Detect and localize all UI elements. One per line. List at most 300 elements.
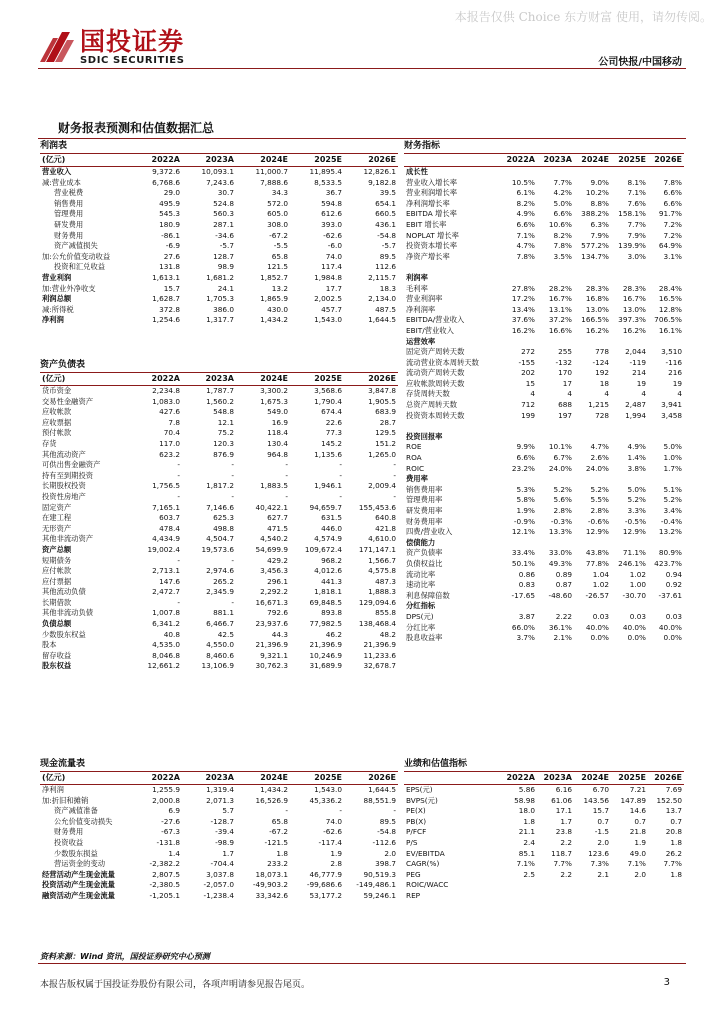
row-value: 8,046.8	[152, 650, 180, 660]
row-label: 加:折旧和摊销	[42, 795, 89, 805]
table-row	[404, 315, 684, 326]
row-value: -54.8	[377, 827, 396, 837]
row-value: 16.2%	[511, 325, 535, 335]
row-label: 应收帐款	[42, 407, 72, 417]
row-value: -2,382.2	[149, 859, 180, 869]
table-row	[404, 548, 684, 559]
row-value	[537, 601, 574, 612]
row-label: 预付帐款	[42, 428, 72, 438]
page-number: 3	[663, 977, 670, 988]
row-value	[611, 337, 648, 348]
row-label: 应收票据	[42, 417, 72, 427]
table-row	[404, 785, 684, 796]
row-value: 792.6	[267, 608, 288, 618]
row-value: 7.21	[629, 785, 646, 794]
row-value: 0.86	[518, 569, 535, 579]
row-value	[500, 601, 537, 612]
row-value	[500, 421, 537, 432]
row-value: 19,573.6	[201, 544, 234, 554]
table-row	[40, 428, 398, 439]
row-value: 16.8%	[585, 294, 609, 304]
row-value: 308.0	[267, 219, 288, 229]
row-value: 5.7	[222, 806, 234, 816]
row-value: 674.4	[321, 407, 342, 417]
row-value: -	[393, 460, 396, 470]
table-row	[40, 397, 398, 408]
logo-stripes-icon	[40, 28, 74, 64]
valuation-table	[404, 771, 684, 902]
row-label: 成长性	[406, 167, 428, 176]
row-value: 118.7	[551, 848, 572, 858]
row-value: 2.6%	[590, 453, 609, 463]
cashflow-table	[40, 771, 398, 902]
balance-sheet	[40, 359, 398, 672]
row-value: -62.6	[323, 230, 342, 240]
row-value: 54,699.9	[255, 544, 288, 554]
income-table	[40, 153, 398, 326]
row-value: 28.7	[379, 417, 396, 427]
row-value: 2,009.4	[368, 481, 396, 491]
row-value: 660.5	[375, 209, 396, 219]
row-label: 财务费用	[54, 230, 84, 240]
row-value: 77.8%	[585, 558, 609, 568]
row-value: 1,644.5	[368, 785, 396, 794]
row-value: -155	[518, 357, 535, 367]
table-row	[404, 178, 684, 189]
row-value: -48.60	[548, 590, 572, 600]
row-value: 2.2	[560, 837, 572, 847]
row-value	[537, 262, 574, 273]
row-value: 53,177.2	[309, 890, 342, 900]
row-value: 1,255.9	[152, 785, 180, 794]
row-value: 4,012.6	[314, 566, 342, 576]
row-value: 7.2%	[663, 219, 682, 229]
row-value: 654.1	[375, 198, 396, 208]
row-value: 3,458	[661, 410, 682, 420]
row-value: 4	[604, 389, 609, 399]
row-value: 2.8%	[553, 506, 572, 515]
year-header: 2026E	[344, 772, 398, 785]
row-value: -67.2	[269, 827, 288, 837]
row-value: 296.1	[267, 576, 288, 586]
row-value: 12.9%	[622, 527, 646, 537]
row-value: 1,560.2	[206, 396, 234, 406]
row-value	[500, 167, 537, 178]
row-label: 货币资金	[42, 386, 72, 395]
row-value	[611, 421, 648, 432]
row-value: 46.2	[325, 629, 342, 639]
row-value	[611, 538, 648, 549]
row-label: 在建工程	[42, 513, 72, 523]
row-value: 9,372.6	[152, 167, 180, 176]
row-value: 0.87	[555, 580, 572, 590]
row-value: 7,146.6	[206, 502, 234, 512]
row-value	[574, 273, 611, 284]
row-value: 1,434.2	[260, 785, 288, 794]
year-header: 2025E	[611, 154, 648, 167]
row-value	[537, 337, 574, 348]
table-header-row	[404, 154, 684, 167]
table-row	[404, 870, 684, 881]
row-value: 30.7	[217, 188, 234, 198]
row-value: 372.8	[159, 304, 180, 314]
row-value: 1,613.1	[152, 272, 180, 282]
row-value: -	[285, 460, 288, 470]
row-value: -	[339, 460, 342, 470]
table-row	[404, 633, 684, 644]
row-value: -	[339, 806, 342, 816]
table-row	[40, 460, 398, 471]
row-value: -1.5	[594, 827, 609, 837]
row-label: 经营活动产生现金流量	[42, 869, 115, 879]
row-value: 5.1%	[663, 484, 682, 494]
row-value: 3.0%	[627, 251, 646, 261]
year-header: 2024E	[236, 373, 290, 386]
table-row	[404, 570, 684, 581]
row-value: 0.0%	[590, 633, 609, 643]
row-label: 营业利润增长率	[406, 188, 458, 198]
row-value: 1,790.4	[314, 396, 342, 406]
table-row	[40, 418, 398, 429]
row-value: 71.1%	[622, 548, 646, 558]
row-value: 5.2%	[590, 484, 609, 494]
row-value: 1,756.5	[152, 481, 180, 491]
row-value: -0.6%	[587, 516, 609, 526]
table-row	[40, 284, 398, 295]
row-value: 7.6%	[627, 198, 646, 208]
row-value: 478.4	[159, 523, 180, 533]
row-value	[537, 474, 574, 485]
row-value	[500, 262, 537, 273]
row-label: 少数股东权益	[42, 629, 86, 639]
row-value: 139.9%	[618, 241, 646, 251]
row-value: 158.1%	[618, 209, 646, 219]
row-value: 397.3%	[618, 315, 646, 325]
row-value: 7.7%	[627, 219, 646, 229]
row-value: 5.0%	[663, 442, 682, 452]
row-value: 1.8	[523, 816, 535, 826]
row-label: 流动比率	[406, 569, 436, 579]
row-value: 77.3	[325, 428, 342, 438]
row-value: -132	[555, 357, 572, 367]
table-row	[40, 513, 398, 524]
row-label: EBITDA 增长率	[406, 209, 457, 219]
table-row	[40, 556, 398, 567]
row-value: 4,574.9	[314, 534, 342, 544]
row-value: 64.9%	[658, 241, 682, 251]
row-value: 49.0	[629, 848, 646, 858]
row-value: 131.8	[159, 262, 180, 272]
row-value: 16.2%	[585, 325, 609, 335]
row-value: 13.2%	[658, 527, 682, 537]
table-row	[404, 199, 684, 210]
row-value: 5.0%	[553, 198, 572, 208]
row-value: 0.0%	[663, 633, 682, 643]
table-row	[40, 806, 398, 817]
row-label: ROIC/WACC	[406, 880, 449, 890]
row-value: 17	[562, 378, 572, 388]
row-value: 13.3%	[548, 527, 572, 537]
row-value: 40.0%	[622, 622, 646, 632]
row-value: -0.5%	[624, 516, 646, 526]
row-value: 45,336.2	[309, 795, 342, 805]
row-label: EV/EBITDA	[406, 848, 445, 858]
row-value: 13.1%	[548, 304, 572, 314]
table-row	[404, 817, 684, 828]
row-label: 投资资本周转天数	[406, 410, 465, 420]
row-value: 3.7%	[516, 633, 535, 643]
row-value: 1.9	[634, 837, 646, 847]
row-value: 128.7	[213, 251, 234, 261]
row-value: 19	[636, 378, 646, 388]
row-value: 4.2%	[553, 188, 572, 198]
row-label: 负债权益比	[406, 558, 443, 568]
row-value: 1.9%	[516, 506, 535, 515]
row-value: 7,165.1	[152, 502, 180, 512]
row-value: 545.3	[159, 209, 180, 219]
row-value: 6.7%	[553, 453, 572, 463]
year-header: 2023A	[182, 772, 236, 785]
table-row	[404, 400, 684, 411]
table-row	[40, 492, 398, 503]
row-value: 130.4	[267, 438, 288, 448]
row-value: 3,847.8	[368, 386, 396, 395]
table-row	[40, 859, 398, 870]
row-value: 1.04	[592, 569, 609, 579]
row-value: 129.5	[375, 428, 396, 438]
row-value: 498.8	[213, 523, 234, 533]
row-value: 1,675.3	[260, 396, 288, 406]
row-value: 457.7	[321, 304, 342, 314]
row-value: 398.7	[375, 859, 396, 869]
row-value: 7.3%	[590, 859, 609, 869]
row-value: 5.6%	[553, 495, 572, 505]
row-label: 四费/营业收入	[406, 527, 453, 537]
row-value: -5.7	[381, 241, 396, 251]
row-value: 14.6	[629, 806, 646, 816]
row-value: 524.8	[213, 198, 234, 208]
row-value: 10.2%	[585, 188, 609, 198]
row-value: -128.7	[210, 816, 234, 826]
row-value	[611, 432, 648, 443]
row-label: PB(X)	[406, 816, 427, 826]
table-row	[404, 474, 684, 485]
row-value: 2.8	[330, 859, 342, 869]
row-value: 15.7	[592, 806, 609, 816]
table-row	[40, 231, 398, 242]
row-value: 2.0	[634, 869, 646, 879]
row-value: 18.0	[518, 806, 535, 816]
row-value: 91.7%	[658, 209, 682, 219]
row-value: 1,083.0	[152, 396, 180, 406]
row-value: 3,300.2	[260, 386, 288, 395]
row-value: 11,000.7	[255, 167, 288, 176]
row-label: 其他流动资产	[42, 449, 86, 459]
row-value: 2,807.5	[152, 869, 180, 879]
row-value: 0.94	[665, 569, 682, 579]
row-value: 12,661.2	[147, 661, 180, 671]
row-value	[537, 421, 574, 432]
report-category: 公司快报/中国移动	[598, 57, 682, 68]
row-value: 2,713.1	[152, 566, 180, 576]
row-value: 893.8	[321, 608, 342, 618]
row-value: 5.2%	[553, 484, 572, 494]
year-header: 2025E	[290, 373, 344, 386]
row-value: 24.0%	[585, 463, 609, 473]
year-header: 2024E	[236, 772, 290, 785]
row-label: PEG	[406, 869, 421, 879]
row-label: CAGR(%)	[406, 859, 440, 869]
row-value: 69,848.5	[309, 597, 342, 607]
balance-table	[40, 372, 398, 672]
row-value: 423.7%	[654, 558, 682, 568]
row-value: 118.4	[267, 428, 288, 438]
year-header: 2024E	[574, 154, 611, 167]
row-value: 16,526.9	[255, 795, 288, 805]
row-label: 存货	[42, 438, 57, 448]
row-label: 其他流动负债	[42, 587, 86, 597]
row-value: 13.4%	[511, 304, 535, 314]
row-value: 430.0	[267, 304, 288, 314]
row-value: 0.83	[518, 580, 535, 590]
row-value	[574, 421, 611, 432]
row-label: 资产减值损失	[54, 241, 98, 251]
row-value: 603.7	[159, 513, 180, 523]
table-row	[40, 870, 398, 881]
row-value	[537, 538, 574, 549]
row-value: 4,575.8	[368, 566, 396, 576]
row-label: BVPS(元)	[406, 795, 438, 805]
row-value: 3,037.8	[206, 869, 234, 879]
row-value: 436.1	[375, 219, 396, 229]
table-row	[404, 294, 684, 305]
row-value: 0.7	[670, 816, 682, 826]
row-label: 偿债能力	[406, 537, 436, 547]
table-row	[40, 534, 398, 545]
row-value	[648, 337, 684, 348]
row-value: 3,456.3	[260, 566, 288, 576]
row-value: 4,504.7	[206, 534, 234, 544]
row-value: 7.8	[168, 417, 180, 427]
row-value: 2,044	[625, 347, 646, 357]
year-header: 2023A	[537, 772, 574, 785]
row-value: 19	[672, 378, 682, 388]
row-value: 19,002.4	[147, 544, 180, 554]
table-row	[404, 252, 684, 263]
row-value: 1,543.0	[314, 315, 342, 325]
row-value: 0.7	[634, 816, 646, 826]
row-value	[648, 880, 684, 891]
row-value: -	[339, 470, 342, 480]
year-header: 2022A	[500, 154, 537, 167]
row-value	[500, 891, 537, 902]
row-value: 16.7%	[548, 294, 572, 304]
row-value: 1,543.0	[314, 785, 342, 794]
table-row	[404, 517, 684, 528]
row-value	[611, 262, 648, 273]
row-value: -	[177, 491, 180, 501]
row-value: 30,762.3	[255, 661, 288, 671]
row-value: 1,984.8	[314, 272, 342, 282]
row-value: 11,233.6	[363, 650, 396, 660]
row-value: 7.1%	[627, 859, 646, 869]
row-value: 18	[599, 378, 609, 388]
row-value: -49,903.2	[252, 880, 288, 890]
row-value: 32,678.7	[363, 661, 396, 671]
row-value: 876.9	[213, 449, 234, 459]
row-value: 4.7%	[590, 442, 609, 452]
table-row	[404, 411, 684, 422]
row-value	[574, 538, 611, 549]
page-title: 财务报表预测和估值数据汇总	[58, 121, 215, 135]
table-row	[40, 608, 398, 619]
row-value	[611, 880, 648, 891]
row-value: 180.9	[159, 219, 180, 229]
row-label	[404, 262, 500, 273]
row-value: 0.03	[665, 611, 682, 621]
table-row	[40, 315, 398, 326]
row-value	[574, 880, 611, 891]
table-row	[40, 619, 398, 630]
row-value: -704.4	[210, 859, 234, 869]
row-value: -117.4	[318, 837, 342, 847]
row-value: -17.65	[511, 590, 535, 600]
row-label: 留存收益	[42, 650, 72, 660]
row-value: -2,380.5	[149, 880, 180, 890]
row-value: 28.3%	[622, 283, 646, 293]
table-row	[404, 485, 684, 496]
row-value: 2.4	[523, 837, 535, 847]
row-value: 612.6	[321, 209, 342, 219]
table-row	[404, 188, 684, 199]
row-value: 623.2	[159, 449, 180, 459]
row-value: -124	[592, 357, 609, 367]
table-row	[40, 785, 398, 796]
row-value: 16.1%	[658, 325, 682, 335]
row-value: 74.0	[325, 816, 342, 826]
table-row	[404, 559, 684, 570]
row-value: 3.5%	[553, 251, 572, 261]
row-value	[537, 891, 574, 902]
row-value: 16.5%	[658, 294, 682, 304]
table-row	[404, 273, 684, 284]
table-row	[404, 538, 684, 549]
row-value: 22.6	[325, 417, 342, 427]
row-value: 7.2%	[663, 230, 682, 240]
row-value: 155,453.6	[358, 502, 396, 512]
row-value: 6.9	[168, 806, 180, 816]
row-label: 资产减值准备	[54, 806, 98, 816]
table-row	[40, 439, 398, 450]
row-label: 管理费用	[54, 209, 84, 219]
row-label: DPS(元)	[406, 611, 434, 621]
row-value: -	[285, 806, 288, 816]
row-value	[500, 880, 537, 891]
row-value: 74.0	[325, 251, 342, 261]
row-value: 2,071.3	[206, 795, 234, 805]
row-value: 138,468.4	[358, 619, 396, 629]
row-value: 855.8	[375, 608, 396, 618]
row-value: 15	[525, 378, 535, 388]
row-value	[648, 538, 684, 549]
data-source-note: 资料来源：Wind 资讯，国投证券研究中心预测	[40, 952, 210, 961]
row-value: 15.7	[163, 283, 180, 293]
row-value: 28.3%	[585, 283, 609, 293]
row-value: 388.2%	[581, 209, 609, 219]
logo-chinese-name: 国投证券	[80, 27, 185, 56]
row-label: 可供出售金融资产	[42, 460, 101, 470]
row-label: 应收帐款周转天数	[406, 378, 465, 388]
